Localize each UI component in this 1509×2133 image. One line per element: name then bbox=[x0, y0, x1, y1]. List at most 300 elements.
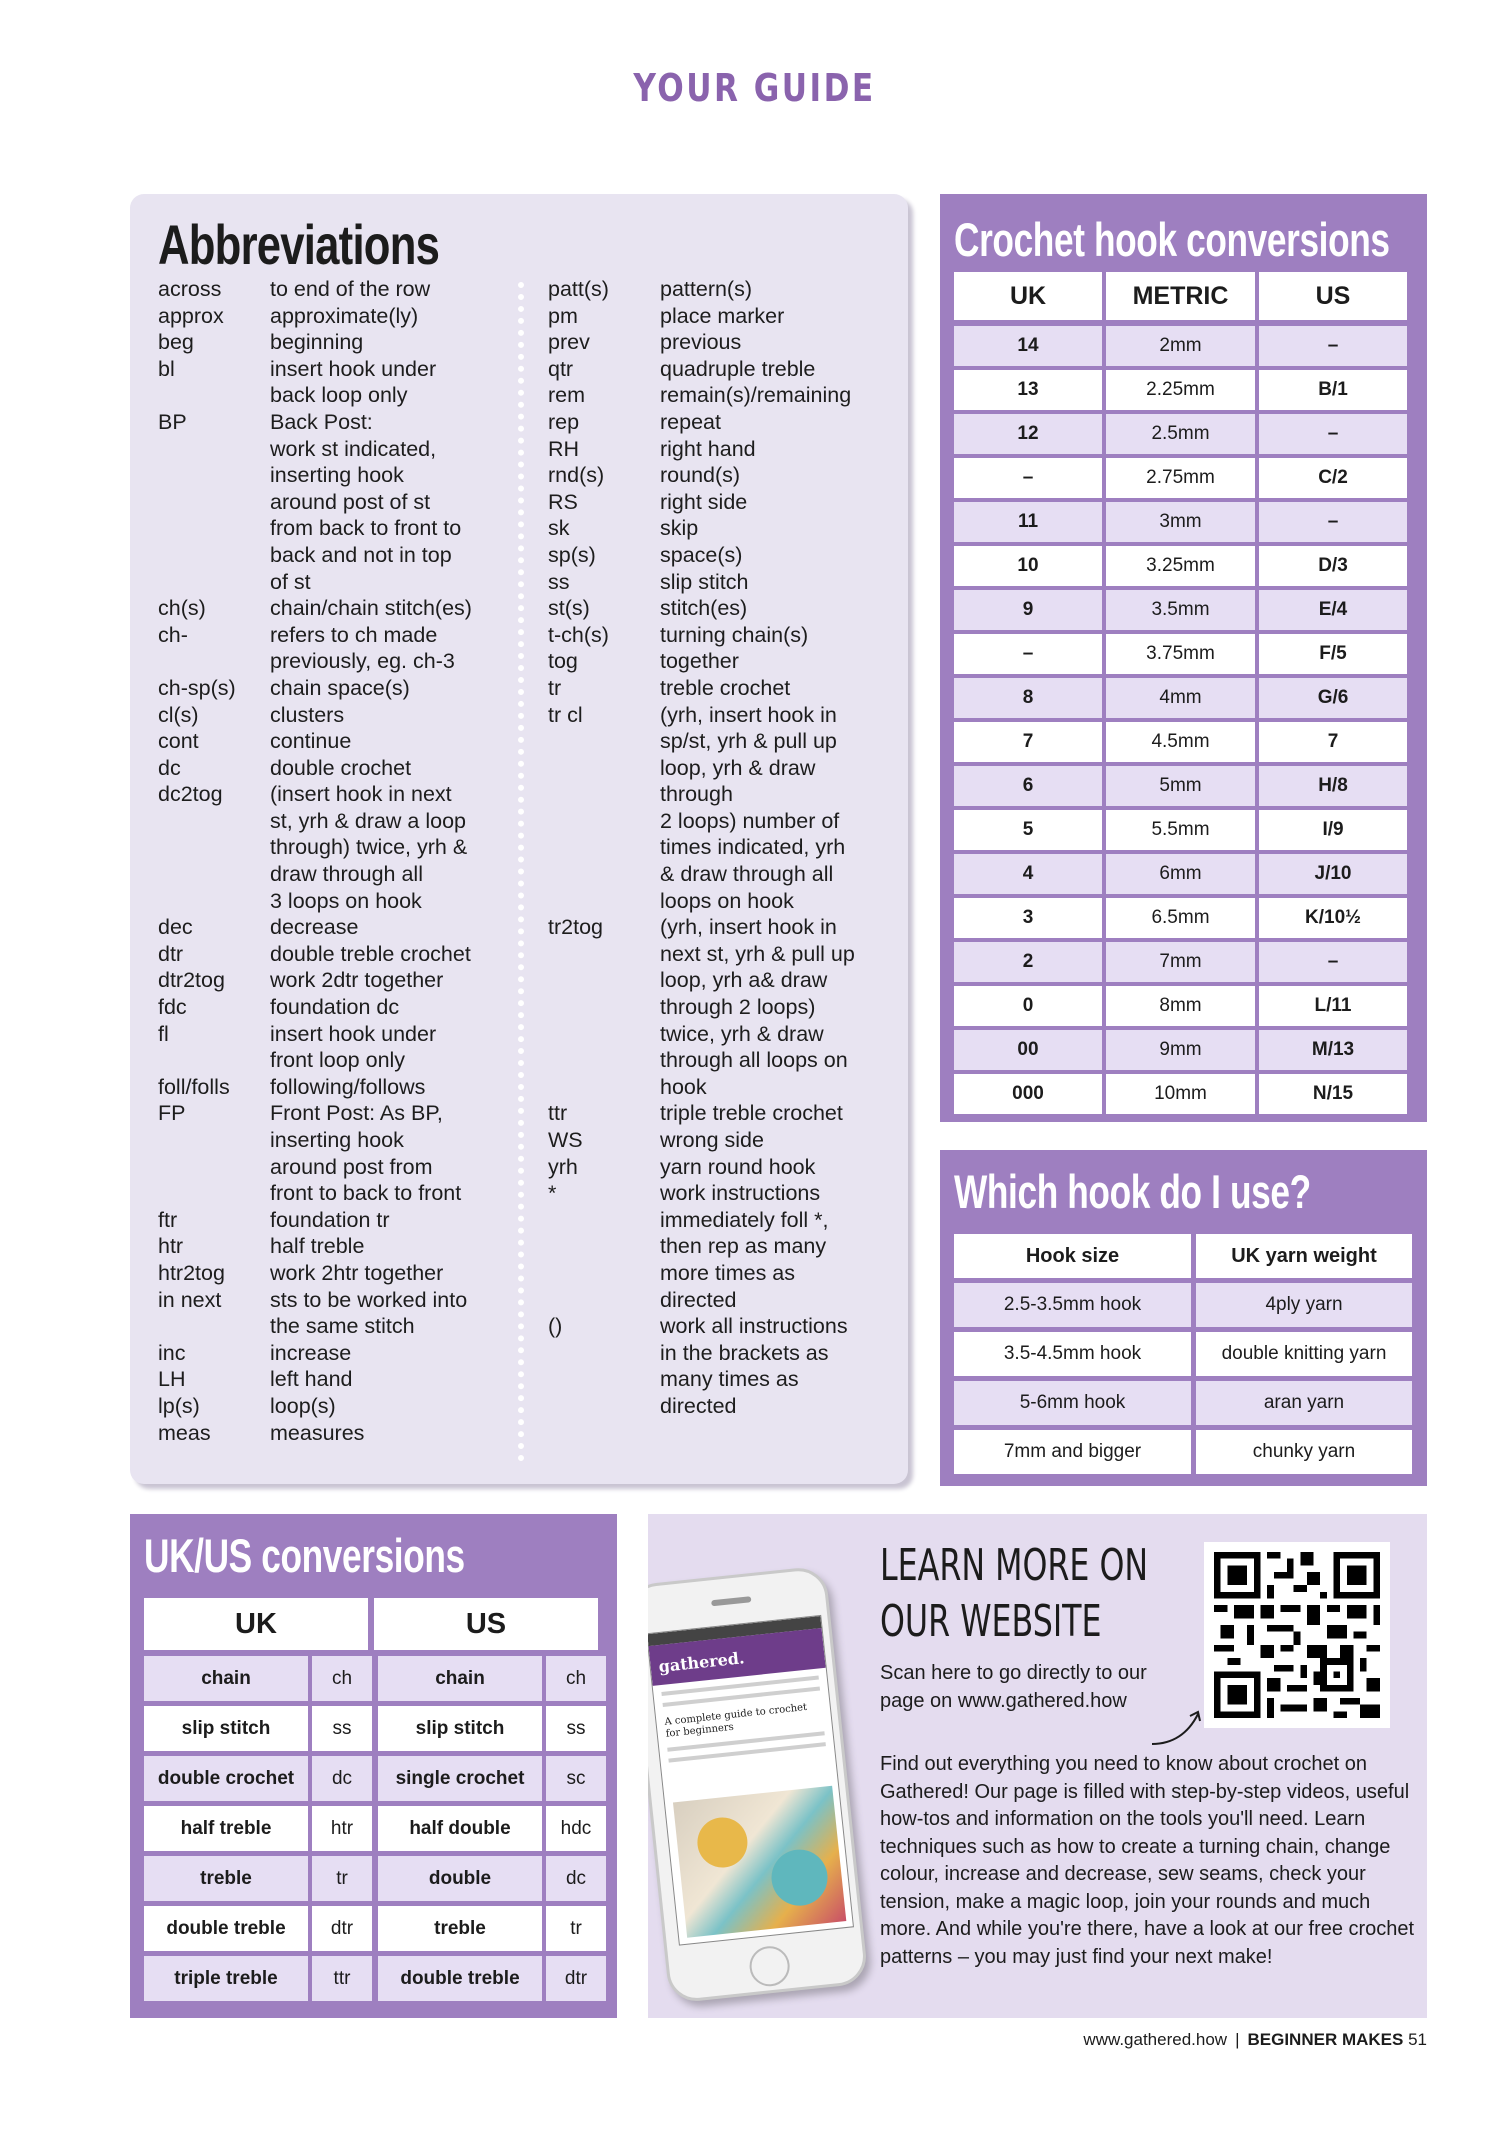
abbreviation-row bbox=[158, 914, 510, 941]
abbreviation-row bbox=[548, 1021, 900, 1048]
table-cell: C/2 bbox=[1259, 458, 1407, 498]
table-row bbox=[954, 898, 1407, 938]
table-cell: 14 bbox=[954, 326, 1102, 366]
abbreviation-term: rem bbox=[548, 383, 586, 408]
abbreviation-term bbox=[158, 1127, 270, 1154]
abbreviation-definition: wrong side bbox=[660, 1128, 764, 1152]
abbreviation-row bbox=[548, 329, 900, 356]
abbreviation-term bbox=[158, 542, 270, 569]
table-cell: 3.5-4.5mm hook bbox=[954, 1332, 1191, 1376]
abbreviation-term: dec bbox=[158, 915, 193, 940]
table-cell: 8mm bbox=[1106, 986, 1255, 1026]
abbreviation-row bbox=[548, 1180, 900, 1207]
abbreviation-row bbox=[548, 436, 900, 463]
table-header-cell: UK bbox=[954, 272, 1102, 320]
abbreviation-term: inc bbox=[158, 1340, 186, 1365]
abbreviation-definition: times indicated, yrh bbox=[660, 835, 846, 860]
table-row bbox=[954, 1030, 1407, 1070]
abbreviation-definition: inserting hook bbox=[270, 463, 404, 488]
abbreviation-definition: quadruple treble bbox=[660, 356, 816, 381]
table-row bbox=[954, 1381, 1412, 1425]
abbreviation-term bbox=[158, 436, 270, 463]
abbreviation-definition: place marker bbox=[660, 303, 785, 328]
abbreviation-term bbox=[548, 861, 660, 888]
table-cell: 6 bbox=[954, 766, 1102, 806]
abbreviation-term: tr2tog bbox=[548, 915, 603, 940]
table-row bbox=[954, 942, 1407, 982]
table-cell: J/10 bbox=[1259, 854, 1407, 894]
abbreviation-definition: treble crochet bbox=[660, 675, 791, 700]
table-cell: 4ply yarn bbox=[1196, 1283, 1412, 1327]
abbreviation-term bbox=[548, 967, 660, 994]
abbreviation-definition: following/follows bbox=[270, 1074, 426, 1099]
abbreviation-definition: approximate(ly) bbox=[270, 303, 419, 328]
abbreviation-definition: Back Post: bbox=[270, 409, 373, 434]
table-cell: 10 bbox=[954, 546, 1102, 586]
abbreviation-term: yrh bbox=[548, 1154, 578, 1179]
abbreviation-row bbox=[158, 1366, 510, 1393]
term-cell: chain bbox=[144, 1656, 308, 1701]
abbreviation-definition: right side bbox=[660, 489, 748, 514]
abbreviation-definition: loop, yrh & draw bbox=[660, 755, 816, 780]
abbreviation-cell: ss bbox=[546, 1706, 606, 1751]
abbreviation-definition: left hand bbox=[270, 1367, 353, 1392]
abbreviation-definition: loop, yrh a& draw bbox=[660, 968, 828, 993]
abbreviation-definition: loops on hook bbox=[660, 888, 794, 913]
abbreviation-term: fdc bbox=[158, 995, 187, 1020]
table-cell: 00 bbox=[954, 1030, 1102, 1070]
table-header-row bbox=[954, 272, 1407, 320]
abbreviation-term bbox=[548, 834, 660, 861]
abbreviation-row bbox=[548, 994, 900, 1021]
table-header-cell: US bbox=[1259, 272, 1407, 320]
abbreviation-definition: through bbox=[660, 782, 733, 807]
abbreviation-row bbox=[158, 1074, 510, 1101]
abbreviation-definition: around post of st bbox=[270, 489, 431, 514]
abbreviation-row bbox=[158, 595, 510, 622]
term-cell: double crochet bbox=[144, 1756, 308, 1801]
abbreviation-definition: (yrh, insert hook in bbox=[660, 915, 837, 940]
table-row bbox=[954, 1283, 1412, 1327]
abbreviation-definition: directed bbox=[660, 1393, 737, 1418]
table-cell: 2.5-3.5mm hook bbox=[954, 1283, 1191, 1327]
abbreviation-term: ttr bbox=[548, 1101, 568, 1126]
phone-screen bbox=[648, 1615, 854, 1946]
abbreviation-row bbox=[548, 1047, 900, 1074]
table-cell: 7mm and bigger bbox=[954, 1430, 1191, 1474]
abbreviation-term bbox=[158, 861, 270, 888]
abbreviation-row bbox=[158, 781, 510, 808]
abbreviation-term: ch(s) bbox=[158, 596, 206, 621]
phone-body bbox=[648, 1565, 869, 2004]
table-cell: 5 bbox=[954, 810, 1102, 850]
abbreviation-definition: chain/chain stitch(es) bbox=[270, 596, 472, 621]
abbreviation-definition: work st indicated, bbox=[270, 436, 437, 461]
abbreviation-row bbox=[548, 808, 900, 835]
abbreviation-row bbox=[548, 1366, 900, 1393]
abbreviation-row bbox=[548, 781, 900, 808]
table-cell: E/4 bbox=[1259, 590, 1407, 630]
abbreviation-row bbox=[548, 1340, 900, 1367]
table-cell: 3.25mm bbox=[1106, 546, 1255, 586]
abbreviation-term bbox=[158, 1047, 270, 1074]
abbreviation-term bbox=[548, 728, 660, 755]
table-row bbox=[144, 1656, 606, 1701]
abbreviation-row bbox=[548, 515, 900, 542]
table-cell: 2.25mm bbox=[1106, 370, 1255, 410]
abbreviation-row bbox=[548, 1287, 900, 1314]
abbreviation-definition: double crochet bbox=[270, 755, 412, 780]
abbreviation-definition: work instructions bbox=[660, 1181, 821, 1206]
abbreviation-definition: then rep as many bbox=[660, 1234, 827, 1259]
phone-illustration bbox=[648, 1564, 880, 2014]
table-cell: – bbox=[1259, 942, 1407, 982]
abbreviation-term: fl bbox=[158, 1021, 169, 1046]
abbreviation-term: cont bbox=[158, 729, 199, 754]
table-cell: 10mm bbox=[1106, 1074, 1255, 1114]
abbreviation-definition: beginning bbox=[270, 330, 364, 355]
abbreviation-term: cl(s) bbox=[158, 702, 199, 727]
abbreviation-row bbox=[548, 303, 900, 330]
abbreviation-definition: from back to front to bbox=[270, 516, 462, 541]
abbreviation-term: LH bbox=[158, 1367, 186, 1392]
table-cell: 2.5mm bbox=[1106, 414, 1255, 454]
table-cell: 7 bbox=[954, 722, 1102, 762]
abbreviation-row bbox=[158, 1047, 510, 1074]
abbreviation-row bbox=[158, 861, 510, 888]
table-cell: 6mm bbox=[1106, 854, 1255, 894]
abbreviation-definition: st, yrh & draw a loop bbox=[270, 808, 466, 833]
abbreviation-row bbox=[548, 1074, 900, 1101]
table-cell: – bbox=[954, 634, 1102, 674]
term-cell: treble bbox=[378, 1906, 542, 1951]
abbreviation-term: RS bbox=[548, 489, 578, 514]
abbreviation-term: ch-sp(s) bbox=[158, 675, 236, 700]
abbreviation-row bbox=[158, 941, 510, 968]
abbreviation-definition: slip stitch bbox=[660, 569, 749, 594]
table-cell: 3 bbox=[954, 898, 1102, 938]
abbreviation-definition: Front Post: As BP, bbox=[270, 1101, 443, 1126]
abbreviation-row bbox=[158, 622, 510, 649]
table-cell: 9mm bbox=[1106, 1030, 1255, 1070]
abbreviation-definition: hook bbox=[660, 1074, 707, 1099]
page-header: YOUR GUIDE bbox=[633, 66, 876, 110]
table-row bbox=[144, 1856, 606, 1901]
abbreviation-row bbox=[158, 1233, 510, 1260]
abbreviation-term: BP bbox=[158, 409, 187, 434]
abbreviation-definition: pattern(s) bbox=[660, 277, 753, 301]
abbreviation-definition: continue bbox=[270, 729, 352, 754]
abbreviation-term bbox=[548, 781, 660, 808]
hook-conversions-panel bbox=[940, 194, 1427, 1122]
abbreviation-term bbox=[158, 489, 270, 516]
abbreviation-term bbox=[548, 1393, 660, 1420]
abbreviation-cell: htr bbox=[312, 1806, 372, 1851]
abbreviation-definition: chain space(s) bbox=[270, 675, 410, 700]
abbreviation-definition: insert hook under bbox=[270, 356, 437, 381]
table-row bbox=[954, 326, 1407, 366]
abbreviation-row bbox=[158, 648, 510, 675]
table-cell: F/5 bbox=[1259, 634, 1407, 674]
table-cell: 12 bbox=[954, 414, 1102, 454]
table-cell: 7 bbox=[1259, 722, 1407, 762]
abbreviation-term bbox=[548, 1207, 660, 1234]
table-row bbox=[144, 1906, 606, 1951]
abbreviation-term bbox=[158, 515, 270, 542]
abbreviation-definition: foundation dc bbox=[270, 995, 400, 1020]
abbreviation-term: dc bbox=[158, 755, 181, 780]
abbreviation-definition: right hand bbox=[660, 436, 756, 461]
table-cell: 2 bbox=[954, 942, 1102, 982]
abbreviation-definition: round(s) bbox=[660, 463, 741, 488]
abbreviation-row bbox=[158, 967, 510, 994]
abbreviation-term bbox=[158, 648, 270, 675]
abbreviation-definition: work all instructions bbox=[660, 1314, 848, 1339]
table-row bbox=[954, 1332, 1412, 1376]
qr-code[interactable] bbox=[1204, 1542, 1390, 1728]
abbreviation-definition: next st, yrh & pull up bbox=[660, 941, 855, 966]
term-cell: double treble bbox=[144, 1906, 308, 1951]
page-number: 51 bbox=[1408, 2030, 1427, 2049]
dotted-divider bbox=[518, 282, 524, 1462]
abbreviation-term: bl bbox=[158, 356, 175, 381]
table-cell: aran yarn bbox=[1196, 1381, 1412, 1425]
abbreviation-term bbox=[548, 1074, 660, 1101]
abbreviation-term: ss bbox=[548, 569, 570, 594]
table-cell: – bbox=[1259, 326, 1407, 366]
table-cell: – bbox=[1259, 414, 1407, 454]
abbreviation-row bbox=[548, 382, 900, 409]
table-cell: 000 bbox=[954, 1074, 1102, 1114]
abbreviation-row bbox=[158, 1340, 510, 1367]
abbreviation-term: WS bbox=[548, 1128, 583, 1152]
abbreviation-row bbox=[548, 622, 900, 649]
abbreviation-row bbox=[548, 409, 900, 436]
table-cell: 4 bbox=[954, 854, 1102, 894]
abbreviation-row bbox=[158, 1127, 510, 1154]
abbreviation-term: sp(s) bbox=[548, 542, 596, 567]
abbreviation-row bbox=[158, 276, 510, 303]
abbreviation-row bbox=[158, 1180, 510, 1207]
abbreviation-definition: triple treble crochet bbox=[660, 1101, 843, 1126]
abbreviation-definition: around post from bbox=[270, 1154, 433, 1179]
abbreviation-row bbox=[548, 1260, 900, 1287]
abbreviation-term: pm bbox=[548, 303, 578, 328]
abbreviation-cell: ss bbox=[312, 1706, 372, 1751]
abbreviation-definition: sts to be worked into bbox=[270, 1287, 468, 1312]
table-cell: 5-6mm hook bbox=[954, 1381, 1191, 1425]
table-cell: 2.75mm bbox=[1106, 458, 1255, 498]
table-row bbox=[144, 1756, 606, 1801]
table-header-cell: Hook size bbox=[954, 1234, 1191, 1278]
abbreviation-cell: tr bbox=[312, 1856, 372, 1901]
abbreviation-term: FP bbox=[158, 1101, 186, 1126]
abbreviation-term bbox=[158, 1313, 270, 1340]
abbreviation-row bbox=[158, 462, 510, 489]
abbreviation-row bbox=[158, 1260, 510, 1287]
abbreviation-row bbox=[548, 967, 900, 994]
abbreviation-definition: clusters bbox=[270, 702, 345, 727]
abbreviation-term: foll/folls bbox=[158, 1074, 230, 1099]
abbreviation-term: prev bbox=[548, 330, 590, 355]
abbreviation-row bbox=[548, 861, 900, 888]
abbreviation-row bbox=[158, 489, 510, 516]
table-cell: 8 bbox=[954, 678, 1102, 718]
abbreviation-row bbox=[158, 356, 510, 383]
abbreviation-term bbox=[548, 1260, 660, 1287]
term-cell: double treble bbox=[378, 1956, 542, 2001]
table-cell: 4.5mm bbox=[1106, 722, 1255, 762]
abbreviation-term bbox=[158, 834, 270, 861]
abbreviation-term bbox=[548, 808, 660, 835]
which-hook-table bbox=[954, 1234, 1412, 1479]
ukus-conversions-title: UK/US conversions bbox=[144, 1529, 465, 1582]
abbreviation-row bbox=[158, 436, 510, 463]
abbreviation-cell: ch bbox=[546, 1656, 606, 1701]
abbreviation-term: qtr bbox=[548, 356, 574, 381]
abbreviation-row bbox=[158, 1313, 510, 1340]
abbreviation-row bbox=[548, 1313, 900, 1340]
term-cell: half treble bbox=[144, 1806, 308, 1851]
abbreviations-panel bbox=[130, 194, 908, 1484]
abbreviation-row bbox=[158, 542, 510, 569]
table-row bbox=[954, 546, 1407, 586]
learn-more-title-line2: OUR WEBSITE bbox=[880, 1596, 1102, 1647]
footer-url: www.gathered.how bbox=[1083, 2030, 1228, 2049]
abbreviation-definition: stitch(es) bbox=[660, 596, 748, 621]
abbreviation-term bbox=[158, 382, 270, 409]
table-header-cell: UK yarn weight bbox=[1196, 1234, 1412, 1278]
abbreviation-term: t-ch(s) bbox=[548, 622, 609, 647]
abbreviation-definition: skip bbox=[660, 516, 699, 541]
learn-more-title-line1: LEARN MORE ON bbox=[880, 1540, 1149, 1591]
abbreviation-row bbox=[548, 356, 900, 383]
abbreviation-row bbox=[158, 834, 510, 861]
abbreviation-term: ftr bbox=[158, 1207, 178, 1232]
abbreviation-term: in next bbox=[158, 1287, 222, 1312]
table-cell: 5.5mm bbox=[1106, 810, 1255, 850]
abbreviation-row bbox=[548, 542, 900, 569]
abbreviation-definition: of st bbox=[270, 569, 311, 594]
abbreviation-definition: more times as bbox=[660, 1260, 796, 1285]
abbreviation-term bbox=[548, 755, 660, 782]
abbreviation-row bbox=[548, 1100, 900, 1127]
abbreviation-term bbox=[548, 1366, 660, 1393]
abbreviation-row bbox=[548, 914, 900, 941]
abbreviation-definition: work 2dtr together bbox=[270, 968, 444, 993]
abbreviation-row bbox=[158, 755, 510, 782]
table-row bbox=[144, 1706, 606, 1751]
table-cell: 9 bbox=[954, 590, 1102, 630]
which-hook-panel bbox=[940, 1150, 1427, 1486]
abbreviation-row bbox=[548, 755, 900, 782]
abbreviation-term: dtr2tog bbox=[158, 968, 225, 993]
phone-article-photo bbox=[673, 1786, 846, 1938]
abbreviation-definition: twice, yrh & draw bbox=[660, 1021, 824, 1046]
abbreviation-term bbox=[158, 569, 270, 596]
table-row bbox=[954, 634, 1407, 674]
term-cell: half double bbox=[378, 1806, 542, 1851]
abbreviation-term bbox=[548, 1287, 660, 1314]
abbreviation-term bbox=[548, 941, 660, 968]
abbreviation-definition: yarn round hook bbox=[660, 1154, 816, 1179]
which-hook-title: Which hook do I use? bbox=[954, 1165, 1311, 1218]
term-cell: chain bbox=[378, 1656, 542, 1701]
table-cell: 4mm bbox=[1106, 678, 1255, 718]
abbreviation-row bbox=[158, 382, 510, 409]
abbreviation-definition: 3 loops on hook bbox=[270, 888, 422, 913]
abbreviation-row bbox=[548, 489, 900, 516]
abbreviation-row bbox=[548, 888, 900, 915]
term-cell: slip stitch bbox=[144, 1706, 308, 1751]
abbreviation-term: tog bbox=[548, 649, 578, 674]
page-footer bbox=[1083, 2030, 1427, 2050]
abbreviation-definition: through 2 loops) bbox=[660, 995, 816, 1020]
abbreviation-term bbox=[548, 1021, 660, 1048]
phone-home-button bbox=[748, 1944, 792, 1988]
abbreviation-row bbox=[548, 728, 900, 755]
abbreviation-cell: hdc bbox=[546, 1806, 606, 1851]
qr-code-icon bbox=[1214, 1552, 1380, 1718]
abbreviation-definition: foundation tr bbox=[270, 1207, 390, 1232]
abbreviation-definition: back and not in top bbox=[270, 542, 452, 567]
table-row bbox=[954, 722, 1407, 762]
abbreviation-row bbox=[548, 1154, 900, 1181]
phone-site-logo: gathered. bbox=[648, 1628, 825, 1686]
table-row bbox=[954, 854, 1407, 894]
table-cell: 6.5mm bbox=[1106, 898, 1255, 938]
abbreviation-definition: double treble crochet bbox=[270, 941, 471, 966]
table-header-row bbox=[954, 1234, 1412, 1278]
learn-more-title bbox=[880, 1538, 1148, 1650]
abbreviations-title: Abbreviations bbox=[158, 213, 440, 276]
abbreviation-term: ch- bbox=[158, 622, 188, 647]
abbreviations-left-column bbox=[158, 276, 510, 1446]
table-cell: 2mm bbox=[1106, 326, 1255, 366]
abbreviation-row bbox=[158, 994, 510, 1021]
abbreviation-definition: to end of the row bbox=[270, 277, 431, 301]
table-row bbox=[144, 1956, 606, 2001]
abbreviation-definition: directed bbox=[660, 1287, 737, 1312]
hook-conversions-table bbox=[954, 272, 1407, 1118]
abbreviation-row bbox=[158, 515, 510, 542]
table-cell: 13 bbox=[954, 370, 1102, 410]
hook-conversions-title: Crochet hook conversions bbox=[954, 213, 1390, 266]
table-cell: D/3 bbox=[1259, 546, 1407, 586]
abbreviation-definition: immediately foll *, bbox=[660, 1207, 829, 1232]
abbreviation-term bbox=[548, 888, 660, 915]
ukus-conversions-panel bbox=[130, 1514, 617, 2018]
abbreviation-definition: work 2htr together bbox=[270, 1260, 444, 1285]
table-cell: N/15 bbox=[1259, 1074, 1407, 1114]
abbreviation-row bbox=[548, 1127, 900, 1154]
abbreviation-row bbox=[548, 462, 900, 489]
abbreviation-definition: turning chain(s) bbox=[660, 622, 809, 647]
abbreviation-definition: & draw through all bbox=[660, 862, 834, 887]
table-cell: double knitting yarn bbox=[1196, 1332, 1412, 1376]
abbreviation-row bbox=[548, 941, 900, 968]
abbreviation-row bbox=[158, 888, 510, 915]
abbreviation-term: RH bbox=[548, 436, 580, 461]
table-cell: 11 bbox=[954, 502, 1102, 542]
table-cell: 5mm bbox=[1106, 766, 1255, 806]
learn-more-panel bbox=[648, 1514, 1427, 2018]
table-cell: K/10½ bbox=[1259, 898, 1407, 938]
phone-article-heading: A complete guide to crochet for beginners bbox=[663, 1701, 808, 1740]
abbreviation-definition: (yrh, insert hook in bbox=[660, 702, 837, 727]
table-header-cell: METRIC bbox=[1106, 272, 1255, 320]
abbreviation-term: tr cl bbox=[548, 702, 583, 727]
